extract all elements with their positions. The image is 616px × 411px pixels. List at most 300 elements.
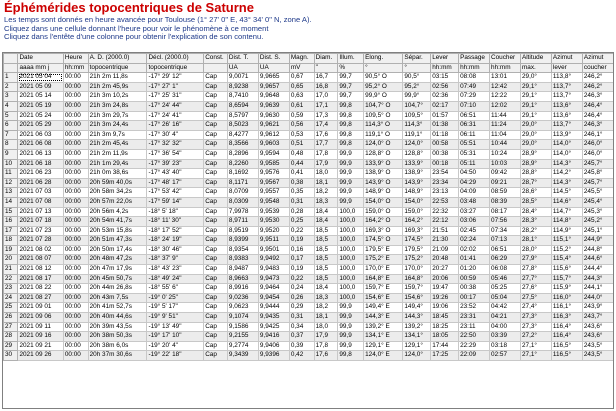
cell-azimuth-set: 245,7° xyxy=(582,159,614,169)
cell-decl: -18° 49' 24" xyxy=(147,274,204,284)
header-rise[interactable]: Lever xyxy=(431,54,459,64)
cell-rise[interactable]: 22:53 xyxy=(431,197,459,207)
cell-time[interactable]: 00:00 xyxy=(63,284,88,294)
header-time[interactable]: Heure xyxy=(63,54,88,64)
cell-transit[interactable]: 05:31 xyxy=(459,149,490,159)
cell-time[interactable]: 00:00 xyxy=(63,178,88,188)
ephemeris-grid[interactable] xyxy=(2,52,614,409)
cell-set[interactable]: 04:42 xyxy=(490,303,521,313)
header-dist-earth[interactable]: Dist. T. xyxy=(227,54,258,64)
cell-index: 10 xyxy=(4,159,18,169)
cell-illumination: 99,9 xyxy=(338,149,364,159)
cell-date[interactable]: 2021 06 23 xyxy=(18,169,63,179)
cell-decl: -17° 24' 41" xyxy=(147,111,204,121)
cell-transit[interactable]: 03:48 xyxy=(459,197,490,207)
cell-time[interactable]: 00:00 xyxy=(63,207,88,217)
table-row xyxy=(4,149,615,159)
cell-ra: 20h 39m 43,5s xyxy=(88,322,147,332)
cell-date[interactable]: 2021 05 29 xyxy=(18,121,63,131)
cell-illumination: 100,0 xyxy=(338,245,364,255)
header-elongation[interactable]: Élong. xyxy=(364,54,403,64)
cell-set[interactable]: 07:34 xyxy=(490,226,521,236)
cell-separation: 144,3° xyxy=(403,313,431,323)
cell-decl: -19° 9' 51" xyxy=(147,313,204,323)
cell-separation: 124,0° xyxy=(403,351,431,361)
cell-rise[interactable]: 19:26 xyxy=(431,293,459,303)
cell-set[interactable]: 13:01 xyxy=(490,73,521,83)
cell-const: Cap xyxy=(204,130,228,140)
cell-set[interactable]: 08:17 xyxy=(490,207,521,217)
header-illumination[interactable]: Illum. xyxy=(338,54,364,64)
cell-azimuth-set: 245,8° xyxy=(582,169,614,179)
cell-magnitude: 0,38 xyxy=(289,178,314,188)
table-row xyxy=(4,332,615,342)
header-unit-ra[interactable]: topocentrique xyxy=(88,63,147,73)
cell-rise[interactable]: 21:51 xyxy=(431,226,459,236)
cell-transit[interactable]: 00:38 xyxy=(459,284,490,294)
cell-time[interactable]: 00:00 xyxy=(63,169,88,179)
cell-time[interactable]: 00:00 xyxy=(63,82,88,92)
header-unit-rise[interactable]: hh:mm xyxy=(431,63,459,73)
cell-const: Cap xyxy=(204,303,228,313)
cell-magnitude: 0,59 xyxy=(289,111,314,121)
cell-set[interactable]: 12:02 xyxy=(490,101,521,111)
cell-transit[interactable]: 04:09 xyxy=(459,188,490,198)
cell-transit[interactable]: 08:08 xyxy=(459,73,490,83)
cell-transit[interactable]: 23:52 xyxy=(459,303,490,313)
cell-transit[interactable]: 07:10 xyxy=(459,101,490,111)
cell-illumination: 99,9 xyxy=(338,197,364,207)
cell-rise[interactable]: 20:48 xyxy=(431,255,459,265)
header-ra[interactable]: A. D. (2000.0) xyxy=(88,54,147,64)
cell-transit[interactable]: 05:11 xyxy=(459,159,490,169)
cell-date[interactable]: 2021 07 23 xyxy=(18,226,63,236)
cell-dist-sun: 9,9511 xyxy=(258,236,289,246)
cell-dist-earth: 8,2260 xyxy=(227,159,258,169)
header-transit[interactable]: Passage xyxy=(459,54,490,64)
cell-azimuth-rise: 116,4° xyxy=(551,332,582,342)
cell-time[interactable]: 00:00 xyxy=(63,313,88,323)
header-azimuth-rise[interactable]: Azimut xyxy=(551,54,582,64)
cell-diameter: 16,8 xyxy=(314,82,338,92)
cell-dist-earth: 8,4277 xyxy=(227,130,258,140)
cell-set[interactable]: 04:21 xyxy=(490,313,521,323)
cell-altitude-max: 27,2° xyxy=(520,332,551,342)
header-unit-decl[interactable]: topocentrique xyxy=(147,63,204,73)
cell-rise[interactable]: 21:30 xyxy=(431,236,459,246)
cell-time[interactable]: 00:00 xyxy=(63,236,88,246)
cell-time[interactable]: 00:00 xyxy=(63,101,88,111)
cell-transit[interactable]: 23:31 xyxy=(459,313,490,323)
header-azimuth-set[interactable]: Azimut xyxy=(582,54,614,64)
cell-dist-sun: 9,9530 xyxy=(258,217,289,227)
cell-transit[interactable]: 06:11 xyxy=(459,130,490,140)
cell-time[interactable]: 00:00 xyxy=(63,293,88,303)
cell-set[interactable]: 10:03 xyxy=(490,159,521,169)
cell-date[interactable]: 2021 09 26 xyxy=(18,351,63,361)
cell-date[interactable]: 2021 06 08 xyxy=(18,140,63,150)
cell-separation: 109,5° xyxy=(403,111,431,121)
cell-elongation: 143,9° O xyxy=(364,178,403,188)
cell-time[interactable]: 00:00 xyxy=(63,111,88,121)
cell-rise[interactable]: 00:38 xyxy=(431,149,459,159)
cell-date[interactable]: 2021 07 28 xyxy=(18,236,63,246)
cell-rise[interactable]: 21:09 xyxy=(431,245,459,255)
cell-rise[interactable]: 20:06 xyxy=(431,274,459,284)
header-unit-azimuth-rise[interactable]: lever xyxy=(551,63,582,73)
header-unit-elongation[interactable]: ° xyxy=(364,63,403,73)
cell-date[interactable]: 2021 05 19 xyxy=(18,101,63,111)
cell-set[interactable]: 05:25 xyxy=(490,284,521,294)
cell-index: 29 xyxy=(4,341,18,351)
cell-date[interactable]: 2021 07 08 xyxy=(18,197,63,207)
cell-decl: -18° 17' 52" xyxy=(147,226,204,236)
cell-time[interactable]: 00:00 xyxy=(63,130,88,140)
cell-transit[interactable]: 22:50 xyxy=(459,332,490,342)
cell-transit[interactable]: 22:29 xyxy=(459,341,490,351)
cell-transit[interactable]: 05:51 xyxy=(459,140,490,150)
cell-diameter: 18,4 xyxy=(314,207,338,217)
table-row xyxy=(4,82,615,92)
cell-rise[interactable]: 18:45 xyxy=(431,313,459,323)
cell-date[interactable]: 2021 06 18 xyxy=(18,159,63,169)
cell-set[interactable]: 07:13 xyxy=(490,236,521,246)
cell-time[interactable]: 00:00 xyxy=(63,341,88,351)
cell-magnitude: 0,61 xyxy=(289,101,314,111)
cell-date[interactable]: 2021 05 24 xyxy=(18,111,63,121)
cell-illumination: 100,0 xyxy=(338,255,364,265)
cell-set[interactable]: 11:04 xyxy=(490,130,521,140)
cell-transit[interactable]: 00:17 xyxy=(459,293,490,303)
cell-rise[interactable]: 18:05 xyxy=(431,332,459,342)
cell-dist-earth: 8,9663 xyxy=(227,274,258,284)
cell-dist-sun: 9,9444 xyxy=(258,303,289,313)
cell-separation: 99,9° xyxy=(403,92,431,102)
cell-dist-earth: 8,9519 xyxy=(227,226,258,236)
cell-transit[interactable]: 06:31 xyxy=(459,121,490,131)
cell-transit[interactable]: 04:50 xyxy=(459,169,490,179)
cell-index: 15 xyxy=(4,207,18,217)
cell-decl: -17° 29' 12" xyxy=(147,73,204,83)
cell-set[interactable]: 03:18 xyxy=(490,341,521,351)
cell-diameter: 17,1 xyxy=(314,101,338,111)
cell-time[interactable]: 00:00 xyxy=(63,303,88,313)
cell-index: 8 xyxy=(4,140,18,150)
cell-diameter: 18,4 xyxy=(314,217,338,227)
cell-rise[interactable]: 23:54 xyxy=(431,169,459,179)
cell-rise[interactable]: 19:06 xyxy=(431,303,459,313)
cell-date[interactable]: 2021 08 12 xyxy=(18,265,63,275)
cell-diameter: 18,5 xyxy=(314,255,338,265)
cell-ra: 20h 58m 34,2s xyxy=(88,188,147,198)
table-row xyxy=(4,293,615,303)
cell-transit[interactable]: 02:45 xyxy=(459,226,490,236)
cell-azimuth-set: 243,5° xyxy=(582,351,614,361)
cell-azimuth-rise: 115,7° xyxy=(551,274,582,284)
cell-azimuth-set: 245,1° xyxy=(582,226,614,236)
cell-azimuth-rise: 114,3° xyxy=(551,159,582,169)
cell-time[interactable]: 00:00 xyxy=(63,149,88,159)
cell-rise[interactable]: 00:18 xyxy=(431,159,459,169)
cell-rise[interactable]: 02:36 xyxy=(431,92,459,102)
cell-index: 5 xyxy=(4,111,18,121)
cell-date[interactable]: 2021 07 03 xyxy=(18,188,63,198)
cell-const: Cap xyxy=(204,169,228,179)
cell-set[interactable]: 06:29 xyxy=(490,255,521,265)
cell-rise[interactable]: 23:34 xyxy=(431,178,459,188)
cell-time[interactable]: 00:00 xyxy=(63,217,88,227)
header-unit-separation[interactable]: ° xyxy=(403,63,431,73)
cell-index: 19 xyxy=(4,245,18,255)
cell-azimuth-set: 246,0° xyxy=(582,140,614,150)
cell-set[interactable]: 12:42 xyxy=(490,82,521,92)
cell-transit[interactable]: 02:24 xyxy=(459,236,490,246)
cell-set[interactable]: 07:56 xyxy=(490,217,521,227)
cell-const: Cap xyxy=(204,207,228,217)
cell-date[interactable]: 2021 06 28 xyxy=(18,178,63,188)
cell-time[interactable]: 00:00 xyxy=(63,92,88,102)
cell-time[interactable]: 00:00 xyxy=(63,121,88,131)
cell-diameter: 17,9 xyxy=(314,159,338,169)
table-row xyxy=(4,73,615,83)
cell-azimuth-rise: 116,1° xyxy=(551,303,582,313)
cell-set[interactable]: 12:22 xyxy=(490,92,521,102)
cell-time[interactable]: 00:00 xyxy=(63,73,88,83)
cell-set[interactable]: 06:08 xyxy=(490,265,521,275)
cell-transit[interactable]: 00:59 xyxy=(459,274,490,284)
cell-decl: -18° 11' 30" xyxy=(147,217,204,227)
header-unit-date[interactable]: aaaa mm j xyxy=(18,63,63,73)
table-row xyxy=(4,159,615,169)
info-line-timezone: Les temps sont donnés en heure avancée pour Toulouse (1° 27' 0" E, 43° 34' 0" N, zone A). xyxy=(4,15,312,24)
header-const[interactable]: Const. xyxy=(204,54,228,64)
cell-set[interactable]: 08:59 xyxy=(490,188,521,198)
header-set[interactable]: Coucher xyxy=(490,54,521,64)
cell-elongation: 90,5° O xyxy=(364,73,403,83)
cell-magnitude: 0,16 xyxy=(289,245,314,255)
cell-const: Cap xyxy=(204,226,228,236)
header-unit-illumination[interactable]: % xyxy=(338,63,364,73)
cell-date[interactable]: 2021 09 06 xyxy=(18,313,63,323)
header-unit-diameter[interactable]: " xyxy=(314,63,338,73)
cell-date[interactable]: 2021 07 18 xyxy=(18,217,63,227)
header-unit-dist-sun[interactable]: UA xyxy=(258,63,289,73)
cell-date[interactable]: 2021 05 14 xyxy=(18,92,63,102)
cell-set[interactable]: 05:04 xyxy=(490,293,521,303)
cell-magnitude: 0,48 xyxy=(289,149,314,159)
cell-time[interactable]: 00:00 xyxy=(63,255,88,265)
cell-separation: 95,2° xyxy=(403,82,431,92)
header-unit-azimuth-set[interactable]: coucher xyxy=(582,63,614,73)
cell-separation: 154,6° xyxy=(403,293,431,303)
header-unit-altitude-max[interactable]: max. xyxy=(520,63,551,73)
cell-time[interactable]: 00:00 xyxy=(63,197,88,207)
cell-date[interactable]: 2021 08 27 xyxy=(18,293,63,303)
cell-index: 20 xyxy=(4,255,18,265)
cell-transit[interactable]: 22:09 xyxy=(459,351,490,361)
cell-illumination: 99,9 xyxy=(338,178,364,188)
cell-set[interactable]: 11:44 xyxy=(490,111,521,121)
header-decl[interactable]: Décl. (2000.0) xyxy=(147,54,204,64)
cell-ra: 20h 56m 4,2s xyxy=(88,207,147,217)
cell-transit[interactable]: 07:29 xyxy=(459,92,490,102)
cell-set[interactable]: 02:57 xyxy=(490,351,521,361)
cell-rise[interactable]: 23:13 xyxy=(431,188,459,198)
cell-elongation: 175,2° E xyxy=(364,255,403,265)
header-unit-dist-earth[interactable]: UA xyxy=(227,63,258,73)
cell-rise[interactable]: 00:58 xyxy=(431,140,459,150)
cell-time[interactable]: 00:00 xyxy=(63,265,88,275)
cell-ra: 20h 54m 41,7s xyxy=(88,217,147,227)
header-magnitude[interactable]: Magn. xyxy=(289,54,314,64)
header-altitude-max[interactable]: Altitude xyxy=(520,54,551,64)
cell-const: Cap xyxy=(204,82,228,92)
header-dist-sun[interactable]: Dist. S. xyxy=(258,54,289,64)
cell-ra: 21h 2m 45,9s xyxy=(88,82,147,92)
cell-illumination: 99,7 xyxy=(338,73,364,83)
cell-illumination: 100,0 xyxy=(338,284,364,294)
cell-set[interactable]: 11:24 xyxy=(490,121,521,131)
cell-diameter: 17,6 xyxy=(314,130,338,140)
cell-date[interactable]: 2021 09 11 xyxy=(18,322,63,332)
cell-set[interactable]: 10:44 xyxy=(490,140,521,150)
cell-rise[interactable]: 17:44 xyxy=(431,341,459,351)
cell-decl: -19° 22' 18" xyxy=(147,351,204,361)
table-row xyxy=(4,255,615,265)
cell-diameter: 18,2 xyxy=(314,188,338,198)
cell-time[interactable]: 00:00 xyxy=(63,332,88,342)
header-unit-time[interactable]: hh:mm xyxy=(63,63,88,73)
cell-ra: 21h 3m 10,2s xyxy=(88,92,147,102)
cell-magnitude: 0,63 xyxy=(289,92,314,102)
cell-azimuth-set: 244,3° xyxy=(582,274,614,284)
cell-illumination: 100,0 xyxy=(338,236,364,246)
header-unit-magnitude[interactable]: mV xyxy=(289,63,314,73)
cell-set[interactable]: 09:42 xyxy=(490,169,521,179)
cell-transit[interactable]: 01:20 xyxy=(459,265,490,275)
cell-altitude-max: 28,5° xyxy=(520,197,551,207)
cell-altitude-max: 28,3° xyxy=(520,217,551,227)
cell-time[interactable]: 00:00 xyxy=(63,245,88,255)
cell-const: Cap xyxy=(204,332,228,342)
cell-rise[interactable]: 02:17 xyxy=(431,101,459,111)
cell-dist-earth: 9,2155 xyxy=(227,332,258,342)
cell-rise[interactable]: 03:15 xyxy=(431,73,459,83)
cell-transit[interactable]: 04:29 xyxy=(459,178,490,188)
cell-illumination: 99,7 xyxy=(338,92,364,102)
header-unit-const[interactable] xyxy=(204,63,228,73)
cell-set[interactable]: 05:46 xyxy=(490,274,521,284)
cell-elongation: 129,1° E xyxy=(364,341,403,351)
cell-set[interactable]: 03:39 xyxy=(490,332,521,342)
cell-transit[interactable]: 23:11 xyxy=(459,322,490,332)
cell-date[interactable]: 2021 05 09 xyxy=(18,82,63,92)
cell-separation: 170,0° xyxy=(403,265,431,275)
cell-diameter: 17,4 xyxy=(314,121,338,131)
cell-set[interactable]: 09:21 xyxy=(490,178,521,188)
cell-date[interactable]: 2021 06 03 xyxy=(18,130,63,140)
cell-date[interactable]: 2021 08 17 xyxy=(18,274,63,284)
header-diameter[interactable]: Diam. xyxy=(314,54,338,64)
cell-date[interactable]: 2021 08 02 xyxy=(18,245,63,255)
cell-time[interactable]: 00:00 xyxy=(63,226,88,236)
cell-const: Cap xyxy=(204,121,228,131)
cell-set[interactable]: 08:39 xyxy=(490,197,521,207)
cell-index: 23 xyxy=(4,284,18,294)
cell-altitude-max: 28,1° xyxy=(520,236,551,246)
cell-separation: 164,2° xyxy=(403,217,431,227)
cell-date[interactable]: 2021 08 07 xyxy=(18,255,63,265)
cell-date[interactable]: 2021 08 22 xyxy=(18,284,63,294)
cell-index: 17 xyxy=(4,226,18,236)
cell-time[interactable]: 00:00 xyxy=(63,188,88,198)
cell-time[interactable]: 00:00 xyxy=(63,351,88,361)
cell-rise[interactable]: 18:25 xyxy=(431,322,459,332)
cell-azimuth-set: 246,4° xyxy=(582,111,614,121)
cell-date[interactable]: 2021 07 13 xyxy=(18,207,63,217)
cell-time[interactable]: 00:00 xyxy=(63,274,88,284)
cell-rise[interactable]: 22:12 xyxy=(431,217,459,227)
cell-rise[interactable]: 01:57 xyxy=(431,111,459,121)
cell-dist-sun: 9,9492 xyxy=(258,255,289,265)
cell-ra: 20h 57m 22,0s xyxy=(88,197,147,207)
cell-decl: -17° 53' 42" xyxy=(147,188,204,198)
cell-rise[interactable]: 02:56 xyxy=(431,82,459,92)
cell-decl: -18° 30' 46" xyxy=(147,245,204,255)
cell-transit[interactable]: 03:06 xyxy=(459,217,490,227)
cell-date[interactable]: 2021 09 21 xyxy=(18,341,63,351)
cell-date[interactable]: 2021 05 04 xyxy=(18,73,63,83)
cell-rise[interactable]: 19:47 xyxy=(431,284,459,294)
cell-transit[interactable]: 03:27 xyxy=(459,207,490,217)
cell-rise[interactable]: 01:38 xyxy=(431,121,459,131)
cell-index: 12 xyxy=(4,178,18,188)
cell-rise[interactable]: 22:32 xyxy=(431,207,459,217)
cell-diameter: 18,5 xyxy=(314,236,338,246)
header-unit-set[interactable]: hh:mm xyxy=(490,63,521,73)
table-row xyxy=(4,130,615,140)
cell-separation: 119,1° xyxy=(403,130,431,140)
cell-magnitude: 0,19 xyxy=(289,236,314,246)
cell-set[interactable]: 06:51 xyxy=(490,245,521,255)
cell-elongation: 154,0° O xyxy=(364,197,403,207)
cell-date[interactable]: 2021 06 13 xyxy=(18,149,63,159)
cell-separation: 149,4° xyxy=(403,303,431,313)
cell-azimuth-rise: 115,6° xyxy=(551,265,582,275)
cell-transit[interactable]: 02:02 xyxy=(459,245,490,255)
cell-set[interactable]: 04:00 xyxy=(490,322,521,332)
cell-azimuth-rise: 116,5° xyxy=(551,351,582,361)
cell-rise[interactable]: 20:27 xyxy=(431,265,459,275)
cell-dist-earth: 9,0623 xyxy=(227,303,258,313)
cell-time[interactable]: 00:00 xyxy=(63,322,88,332)
header-unit-transit[interactable]: hh:mm xyxy=(459,63,490,73)
cell-date[interactable]: 2021 09 16 xyxy=(18,332,63,342)
cell-date[interactable]: 2021 09 01 xyxy=(18,303,63,313)
cell-transit[interactable]: 06:51 xyxy=(459,111,490,121)
cell-transit[interactable]: 01:41 xyxy=(459,255,490,265)
cell-time[interactable]: 00:00 xyxy=(63,159,88,169)
cell-index: 21 xyxy=(4,265,18,275)
header-separation[interactable]: Sépar. xyxy=(403,54,431,64)
cell-diameter: 17,3 xyxy=(314,111,338,121)
cell-rise[interactable]: 01:18 xyxy=(431,130,459,140)
header-date[interactable]: Date xyxy=(18,54,63,64)
cell-set[interactable]: 10:24 xyxy=(490,149,521,159)
cell-transit[interactable]: 07:49 xyxy=(459,82,490,92)
cell-rise[interactable]: 17:25 xyxy=(431,351,459,361)
cell-time[interactable]: 00:00 xyxy=(63,140,88,150)
